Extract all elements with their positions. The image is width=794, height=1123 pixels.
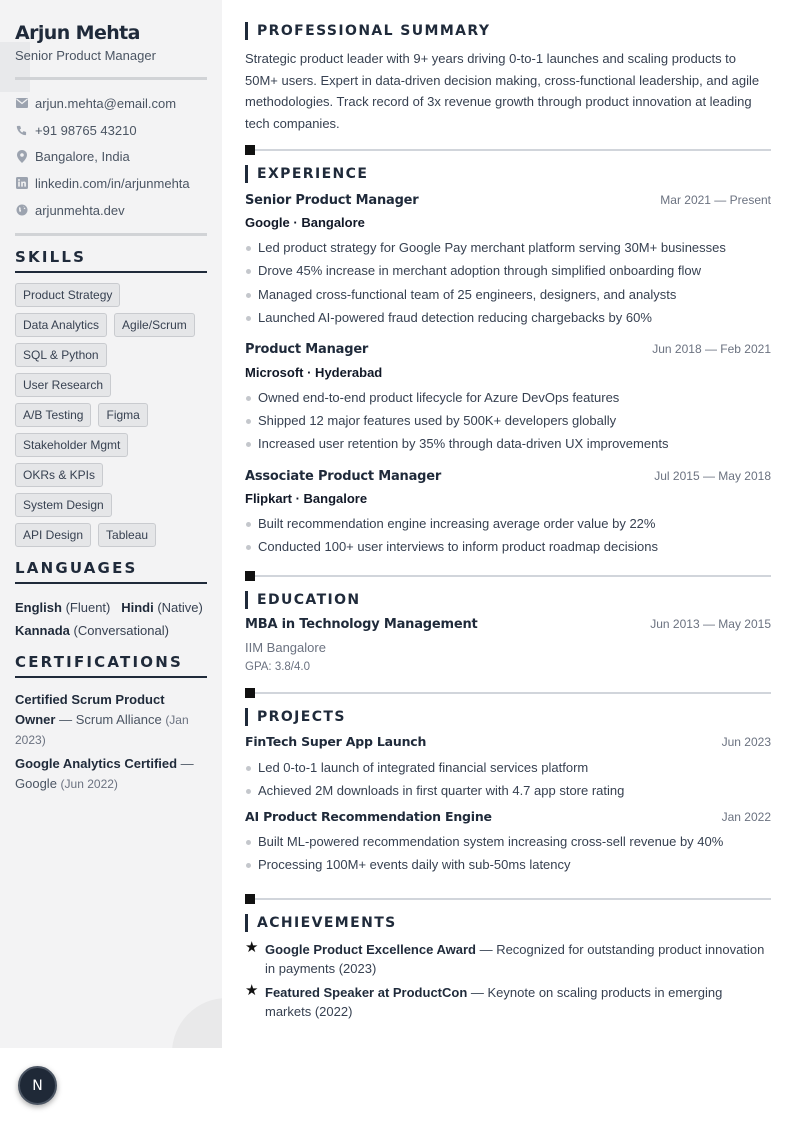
location-pin-icon [15, 150, 28, 163]
achievements-heading: ACHIEVEMENTS [245, 914, 397, 932]
phone-icon [15, 124, 28, 137]
achievement-item: ★ Google Product Excellence Award — Recognized for outstanding product innovation in payments (2023) [245, 939, 765, 976]
sidebar-divider [15, 77, 207, 80]
job-header [245, 342, 771, 357]
skill-tag: Stakeholder Mgmt [15, 433, 128, 457]
summary-text: Strategic product leader with 9+ years driving 0-to-1 launches and scaling products to 50M+ users. Expert in data-driven decision making, cross-functional leadership, and agile methodologies. Track record of 3x revenue growth through product innovation at leading tech companies. [245, 51, 760, 131]
project-date: Jan 2022 [721, 810, 771, 824]
globe-icon [15, 204, 28, 217]
certification-name: Certified Scrum Product Owner [15, 692, 165, 728]
project-bullet: Processing 100M+ events daily with sub-50ms latency [245, 857, 571, 872]
job-bullet: Managed cross-functional team of 25 engineers, designers, and analysts [245, 287, 676, 302]
job-title: Associate Product Manager [245, 469, 442, 484]
certifications-heading: CERTIFICATIONS [15, 653, 207, 678]
linkedin-text: linkedin.com/in/arjunmehta [35, 175, 190, 191]
language-name: English [15, 600, 62, 616]
certification-date: (Jan 2023) [15, 713, 189, 748]
decorative-circle [172, 998, 222, 1048]
job-company: Flipkart · Bangalore [245, 491, 368, 506]
language-level: (Fluent) [65, 600, 111, 616]
project-date: Jun 2023 [721, 735, 771, 749]
achievement-desc: Keynote on scaling products in emerging markets (2022) [265, 985, 723, 1019]
degree-title: MBA in Technology Management [245, 617, 478, 632]
job-bullet: Drove 45% increase in merchant adoption through simplified onboarding flow [245, 263, 701, 278]
contact-location [15, 143, 207, 170]
location-text: Bangalore, India [35, 149, 130, 165]
job-title: Senior Product Manager [245, 193, 419, 208]
app-badge-button[interactable]: N [18, 1066, 57, 1105]
star-icon: ★ [245, 982, 259, 999]
job-bullet: Shipped 12 major features used by 500K+ developers globally [245, 413, 616, 428]
job-bullet: Increased user retention by 35% through data-driven UX improvements [245, 436, 668, 451]
section-divider [245, 688, 771, 698]
project-title: AI Product Recommendation Engine [245, 809, 492, 824]
certification-date: (Jun 2022) [60, 777, 118, 792]
contact-phone[interactable] [15, 117, 207, 144]
achievement-item: ★ Featured Speaker at ProductCon — Keynote on scaling products in emerging markets (2022) [245, 982, 723, 1019]
achievement-desc: Recognized for outstanding product innovation in payments (2023) [265, 942, 765, 976]
contact-email[interactable] [15, 90, 207, 117]
skill-tag: User Research [15, 373, 111, 397]
certification-name: Google Analytics Certified [15, 756, 178, 772]
languages-heading: LANGUAGES [15, 559, 207, 584]
skill-tag: Product Strategy [15, 283, 120, 307]
job-company: Google · Bangalore [245, 215, 365, 230]
project-header [245, 734, 771, 749]
skill-tag: API Design [15, 523, 91, 547]
skill-tag: A/B Testing [15, 403, 91, 427]
gpa-text: GPA: 3.8/4.0 [245, 661, 310, 673]
job-title: Product Manager [245, 342, 369, 357]
achievement-title: Google Product Excellence Award [265, 942, 476, 957]
skill-tag: Agile/Scrum [114, 313, 195, 337]
education-header [245, 617, 771, 632]
job-bullet: Launched AI-powered fraud detection reducing chargebacks by 60% [245, 310, 652, 325]
sidebar-divider [15, 233, 207, 236]
certification-issuer: Scrum Alliance [75, 712, 162, 728]
contact-website[interactable] [15, 197, 207, 224]
summary-heading: PROFESSIONAL SUMMARY [245, 22, 490, 40]
job-bullet: Owned end-to-end product lifecycle for Azure DevOps features [245, 390, 619, 405]
skill-tag: Tableau [98, 523, 156, 547]
skills-list [15, 283, 207, 553]
skill-tag: System Design [15, 493, 112, 517]
star-icon: ★ [245, 939, 259, 956]
section-divider [245, 571, 771, 581]
skills-heading: SKILLS [15, 248, 207, 273]
project-bullet: Achieved 2M downloads in first quarter with 4.7 app store rating [245, 783, 624, 798]
project-header [245, 809, 771, 824]
sidebar [0, 0, 222, 1048]
email-text: arjun.mehta@email.com [35, 95, 177, 111]
skill-tag: Figma [98, 403, 147, 427]
skill-tag: SQL & Python [15, 343, 107, 367]
job-bullet: Built recommendation engine increasing average order value by 22% [245, 516, 655, 531]
certification-issuer: Google [15, 776, 57, 792]
phone-text: +91 98765 43210 [35, 122, 137, 138]
language-name: Kannada [15, 623, 70, 639]
contact-list [15, 90, 207, 223]
languages-list [15, 596, 207, 642]
language-name: Hindi [121, 600, 154, 616]
candidate-name: Arjun Mehta [15, 22, 140, 44]
job-dates: Mar 2021 — Present [660, 193, 771, 207]
experience-heading: EXPERIENCE [245, 165, 368, 183]
mail-icon [15, 97, 28, 110]
section-divider [245, 145, 771, 155]
job-header [245, 469, 771, 484]
certification-item: Google Analytics Certified — Google (Jun 2022) [15, 756, 194, 792]
language-level: (Native) [157, 600, 203, 616]
section-divider [245, 894, 771, 904]
education-dates: Jun 2013 — May 2015 [650, 617, 771, 631]
achievement-title: Featured Speaker at ProductCon [265, 985, 468, 1000]
projects-heading: PROJECTS [245, 708, 346, 726]
job-company: Microsoft · Hyderabad [245, 365, 383, 380]
language-level: (Conversational) [73, 623, 169, 639]
website-text: arjunmehta.dev [35, 202, 125, 218]
candidate-title: Senior Product Manager [15, 48, 156, 63]
certification-item: Certified Scrum Product Owner — Scrum Alliance (Jan 2023) [15, 692, 189, 748]
education-heading: EDUCATION [245, 591, 361, 609]
project-bullet: Led 0-to-1 launch of integrated financial services platform [245, 760, 588, 775]
linkedin-icon [15, 177, 28, 190]
job-dates: Jun 2018 — Feb 2021 [652, 342, 771, 356]
skill-tag: Data Analytics [15, 313, 107, 337]
skill-tag: OKRs & KPIs [15, 463, 103, 487]
contact-linkedin[interactable] [15, 170, 207, 197]
job-dates: Jul 2015 — May 2018 [654, 469, 771, 483]
job-bullet: Conducted 100+ user interviews to inform product roadmap decisions [245, 539, 658, 554]
project-bullet: Built ML-powered recommendation system increasing cross-sell revenue by 40% [245, 834, 723, 849]
job-header [245, 193, 771, 208]
job-bullet: Led product strategy for Google Pay merchant platform serving 30M+ businesses [245, 240, 726, 255]
project-title: FinTech Super App Launch [245, 734, 427, 749]
school-name: IIM Bangalore [245, 640, 326, 655]
